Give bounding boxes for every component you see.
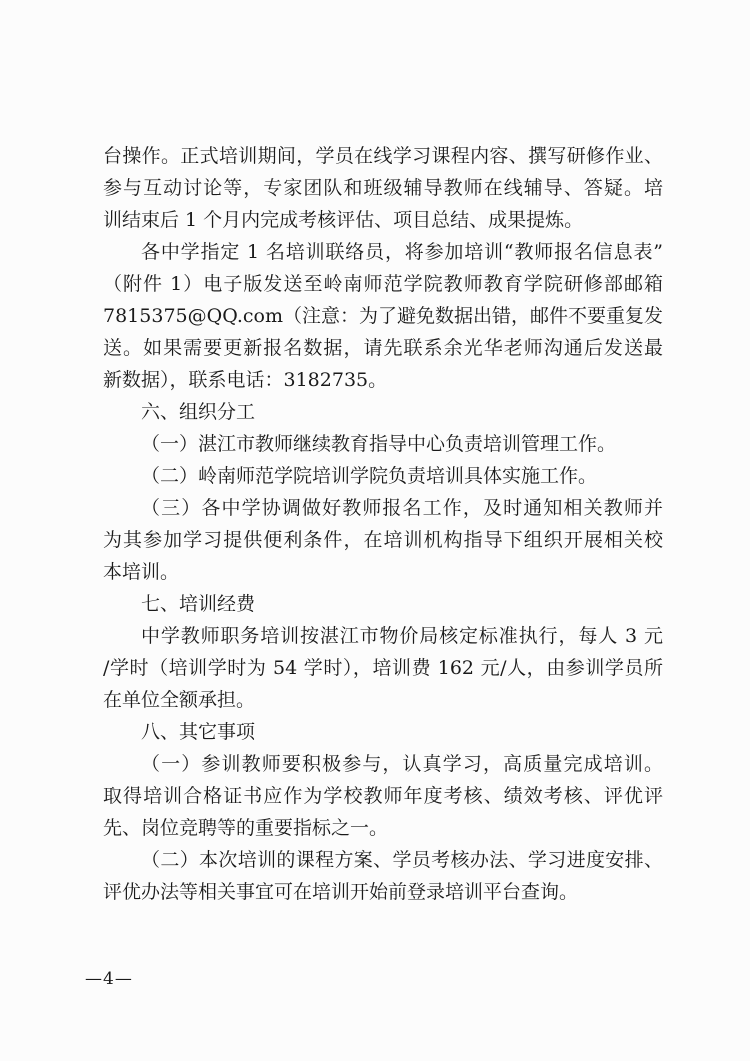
body-line: 评优办法等相关事宜可在培训开始前登录培训平台查询。 [103,881,579,903]
body-line: 新数据），联系电话：3182735。 [103,369,388,391]
body-line: 台操作。正式培训期间，学员在线学习课程内容、撰写研修作业、 [103,145,663,167]
body-line: 取得培训合格证书应作为学校教师年度考核、绩效考核、评优评 [103,785,663,807]
body-line: （三）各中学协调做好教师报名工作，及时通知相关教师并 [141,497,663,519]
body-line: 7815375@QQ.com（注意：为了避免数据出错，邮件不要重复发 [103,305,663,327]
body-line: 参与互动讨论等，专家团队和班级辅导教师在线辅导、答疑。培 [103,177,663,199]
body-line: 本培训。 [103,561,180,583]
body-line: 送。如果需要更新报名数据，请先联系余光华老师沟通后发送最 [103,337,663,359]
body-line: 先、岗位竞聘等的重要指标之一。 [103,817,389,839]
body-line: （一）参训教师要积极参与，认真学习，高质量完成培训。 [141,753,663,775]
body-line: /学时（培训学时为 54 学时），培训费 162 元/人，由参训学员所 [103,657,663,679]
body-line: 为其参加学习提供便利条件，在培训机构指导下组织开展相关校 [103,529,663,551]
section-heading: 八、其它事项 [141,721,256,743]
section-heading: 七、培训经费 [141,593,256,615]
body-line: 在单位全额承担。 [103,689,256,711]
body-line: （二）岭南师范学院培训学院负责培训具体实施工作。 [141,465,598,487]
body-line: 训结束后 1 个月内完成考核评估、项目总结、成果提炼。 [103,209,584,231]
body-line: 各中学指定 1 名培训联络员，将参加培训“教师报名信息表” [141,241,663,263]
body-line: （二）本次培训的课程方案、学员考核办法、学习进度安排、 [141,849,663,871]
section-heading: 六、组织分工 [141,401,256,423]
body-line: （一）湛江市教师继续教育指导中心负责培训管理工作。 [141,433,617,455]
document-body [103,140,663,908]
body-line: 中学教师职务培训按湛江市物价局核定标准执行，每人 3 元 [141,625,663,647]
page-number: —4— [85,969,133,989]
body-line: （附件 1）电子版发送至岭南师范学院教师教育学院研修部邮箱 [103,273,663,295]
